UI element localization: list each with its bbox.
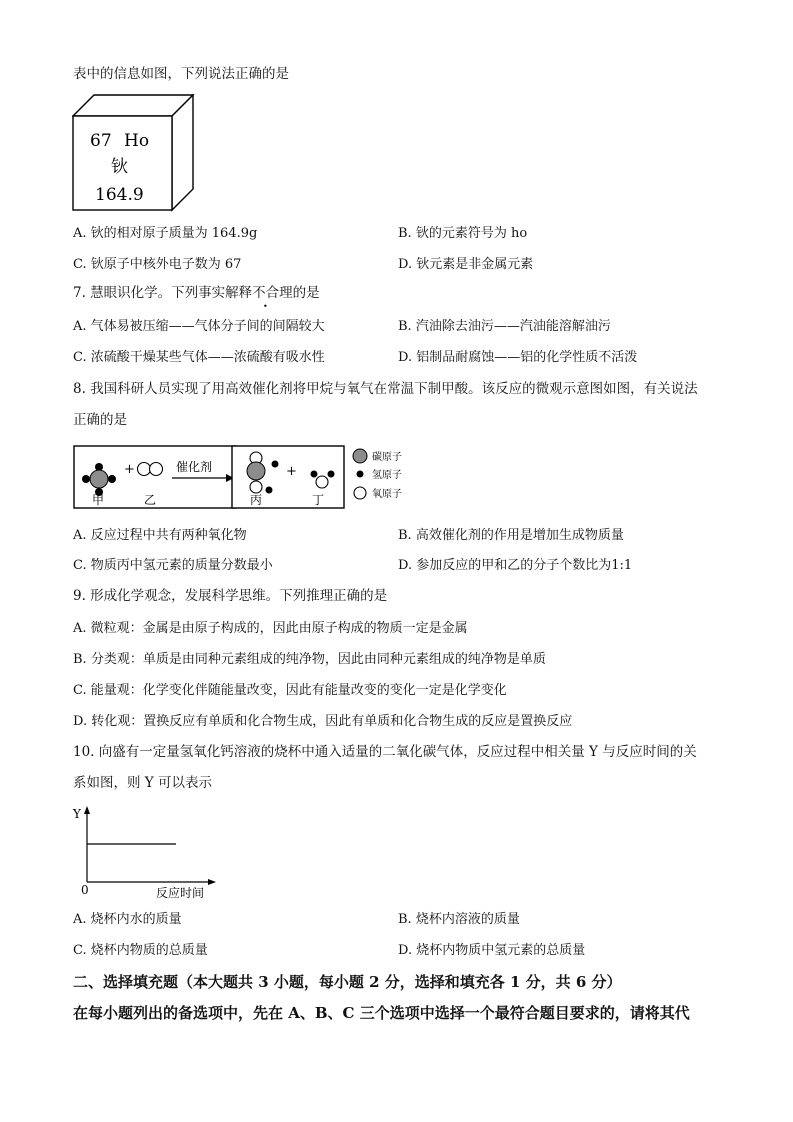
plus-sign: +: [124, 462, 135, 477]
element-mass: 164.9: [95, 185, 144, 205]
q8-option-c: C. 物质丙中氢元素的质量分数最小: [73, 558, 273, 573]
element-card: [72, 94, 196, 214]
q8-option-a: A. 反应过程中共有两种氧化物: [73, 528, 247, 543]
label-bing: 丙: [250, 493, 263, 507]
q10-stem-line1: 10. 向盛有一定量氢氧化钙溶液的烧杯中通入适量的二氧化碳气体，反应过程中相关量 Y 与反应时间的关: [73, 744, 697, 760]
label-jia: 甲: [92, 493, 105, 507]
q10-stem-line2: 系如图，则 Y 可以表示: [73, 775, 212, 791]
q8-stem-line1: 8. 我国科研人员实现了用高效催化剂将甲烷与氧气在常温下制甲酸。该反应的微观示意图如图，有关说法: [73, 381, 698, 397]
q9-option-c: C. 能量观：化学变化伴随能量改变，因此有能量改变的变化一定是化学变化: [73, 683, 507, 698]
atom-legend: [353, 449, 402, 500]
section2-heading: 二、选择填充题（本大题共 3 小题，每小题 2 分，选择和填充各 1 分，共 6 分）: [73, 973, 622, 991]
element-symbol: Ho: [124, 131, 150, 151]
q6-option-c: C. 钬原子中核外电子数为 67: [73, 257, 242, 272]
q9-stem: 9. 形成化学观念，发展科学思维。下列推理正确的是: [73, 588, 388, 604]
q6-option-b: B. 钬的元素符号为 ho: [398, 226, 528, 241]
q7-option-d: D. 铝制品耐腐蚀——铝的化学性质不活泼: [398, 350, 638, 365]
y-time-graph: [70, 800, 220, 900]
label-yi: 乙: [144, 493, 157, 507]
q9-option-a: A. 微粒观：金属是由原子构成的，因此由原子构成的物质一定是金属: [73, 621, 468, 636]
q8-stem-line2: 正确的是: [73, 412, 127, 428]
q8-option-d: D. 参加反应的甲和乙的分子个数比为1:1: [398, 558, 633, 573]
origin-label: 0: [81, 883, 89, 897]
legend-oxygen: 氧原子: [372, 489, 402, 500]
q10-option-c: C. 烧杯内物质的总质量: [73, 943, 208, 958]
x-axis-label: 反应时间: [156, 886, 205, 900]
section2-instruction: 在每小题列出的备选项中，先在 A、B、C 三个选项中选择一个最符合题目要求的，请将其代: [73, 1004, 690, 1022]
catalyst-label: 催化剂: [176, 460, 213, 474]
q9-option-b: B. 分类观：单质是由同种元素组成的纯净物，因此由同种元素组成的纯净物是单质: [73, 652, 546, 667]
plus-sign-2: +: [286, 464, 297, 479]
emphasis-dot: •: [263, 302, 268, 311]
q6-option-d: D. 钬元素是非金属元素: [398, 257, 534, 272]
legend-carbon: 碳原子: [372, 452, 402, 463]
q7-stem: 7. 慧眼识化学。下列事实解释不合理的是: [73, 285, 320, 301]
q7-option-a: A. 气体易被压缩——气体分子间的间隔较大: [73, 319, 325, 334]
label-ding: 丁: [312, 493, 325, 507]
q6-intro: 表中的信息如图，下列说法正确的是: [73, 66, 289, 82]
element-number: 67: [90, 131, 112, 151]
q9-option-d: D. 转化观：置换反应有单质和化合物生成，因此有单质和化合物生成的反应是置换反应: [73, 714, 573, 729]
q10-option-d: D. 烧杯内物质中氢元素的总质量: [398, 943, 586, 958]
element-name: 钬: [111, 157, 128, 177]
reaction-diagram: [72, 442, 452, 512]
q7-option-c: C. 浓硫酸干燥某些气体——浓硫酸有吸水性: [73, 350, 325, 365]
q8-option-b: B. 高效催化剂的作用是增加生成物质量: [398, 528, 624, 543]
q6-option-a: A. 钬的相对原子质量为 164.9g: [73, 226, 258, 241]
y-axis-label: Y: [73, 807, 81, 821]
legend-hydrogen: 氢原子: [372, 470, 402, 481]
q10-option-a: A. 烧杯内水的质量: [73, 912, 182, 927]
q7-option-b: B. 汽油除去油污——汽油能溶解油污: [398, 319, 611, 334]
q10-option-b: B. 烧杯内溶液的质量: [398, 912, 520, 927]
